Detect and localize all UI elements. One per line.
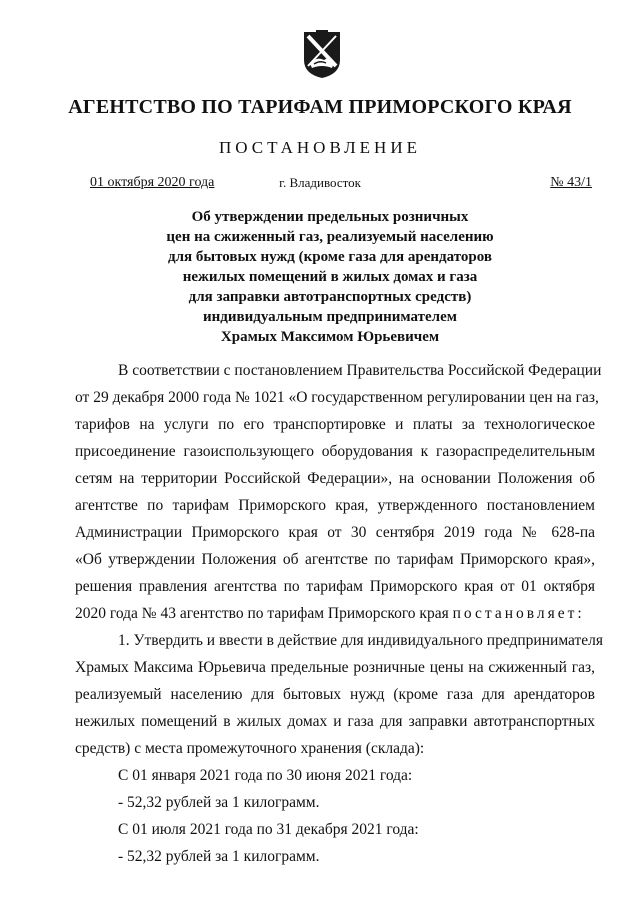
decree-word: постановляет:: [452, 605, 585, 622]
document-type: ПОСТАНОВЛЕНИЕ: [218, 138, 421, 157]
coat-of-arms-icon: [302, 30, 342, 80]
body-line-text: 2020 года № 43 агентство по тарифам Приморского края: [75, 605, 449, 622]
body-line: Администрации Приморского края от 30 сентября 2019 года № 628-па: [75, 524, 595, 541]
price-2: - 52,32 рублей за 1 килограмм.: [118, 848, 320, 865]
body-line: сетям на территории Российской Федерации», на основании Положения об: [75, 470, 595, 487]
agency-title: АГЕНТСТВО ПО ТАРИФАМ ПРИМОРСКОГО КРАЯ: [68, 96, 572, 118]
body-line: Храмых Максима Юрьевича предельные розничные цены на сжиженный газ,: [75, 659, 595, 676]
body-line: от 29 декабря 2000 года № 1021 «О государственном регулировании цен на газ,: [75, 389, 599, 406]
body-line: тарифов на услуги по его транспортировке и платы за технологическое: [75, 416, 595, 433]
body-line: реализуемый населению для бытовых нужд (кроме газа для арендаторов: [75, 686, 595, 703]
subject-line: Храмых Максимом Юрьевичем: [220, 329, 440, 345]
subject-line: для бытовых нужд (кроме газа для арендаторов: [168, 249, 492, 265]
document-body: [75, 357, 604, 870]
subject-line: Об утверждении предельных розничных: [191, 209, 469, 225]
body-line: агентстве по тарифам Приморского края, утвержденного постановлением: [75, 497, 595, 514]
body-line: решения правления агентства по тарифам Приморского края от 01 октября: [75, 578, 595, 595]
price-1: - 52,32 рублей за 1 килограмм.: [118, 794, 320, 811]
document-subject: [80, 207, 580, 347]
document-number: № 43/1: [550, 175, 592, 190]
subject-line: индивидуальным предпринимателем: [203, 309, 457, 325]
body-line: [75, 600, 595, 627]
preamble-paragraph: [75, 357, 602, 384]
subject-line: нежилых помещений в жилых домах и газа: [182, 269, 478, 285]
body-line: присоединение газоиспользующего оборудования к газораспределительным: [75, 443, 595, 460]
document-date: 01 октября 2020 года: [90, 175, 215, 190]
body-line: В соответствии с постановлением Правительства Российской Федерации: [118, 362, 602, 379]
body-line: нежилых помещений в жилых домах и газа для заправки автотранспортных: [75, 713, 595, 730]
subject-line: цен на сжиженный газ, реализуемый населению: [166, 229, 494, 245]
period-2: С 01 июля 2021 года по 31 декабря 2021 года:: [118, 821, 419, 838]
body-line: средств) с места промежуточного хранения (склада):: [75, 740, 425, 757]
document-city: г. Владивосток: [279, 175, 361, 190]
subject-line: для заправки автотранспортных средств): [188, 289, 472, 305]
period-1: С 01 января 2021 года по 30 июня 2021 года:: [118, 767, 413, 784]
item1-line: 1. Утвердить и ввести в действие для индивидуального предпринимателя: [118, 632, 604, 649]
body-line: «Об утверждении Положения об агентстве по тарифам Приморского края»,: [75, 551, 595, 568]
